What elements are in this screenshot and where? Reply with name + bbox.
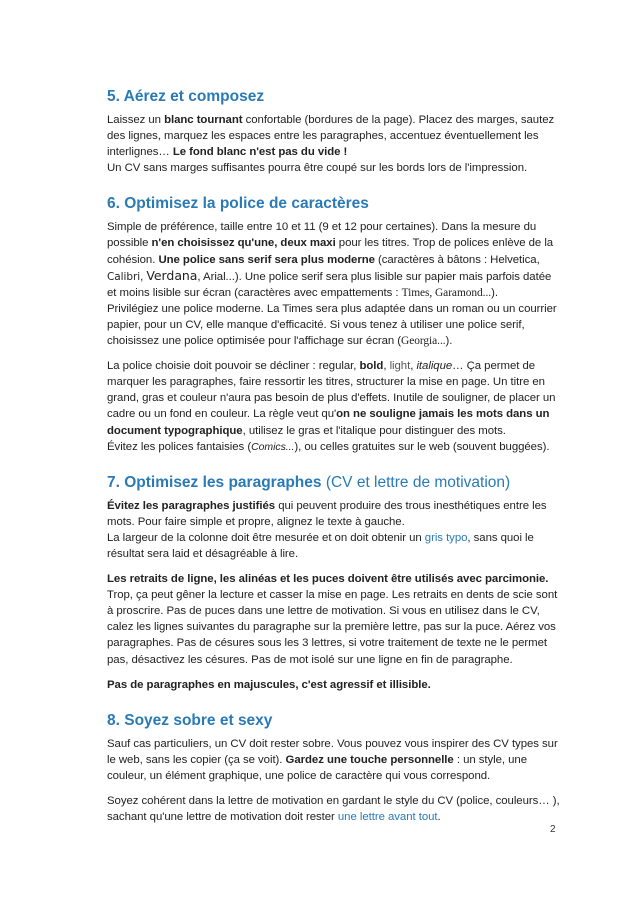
section-8-paragraph-1: Sauf cas particuliers, un CV doit rester sobre. Vous pouvez vous inspirer des CV types sur le web, sans les copier (ça se voit). Gardez une touche personnelle : un style, une couleur, un élément graphique, une police de caractère qui vous correspond. [107,737,558,782]
section-7-paragraph-1: Évitez les paragraphes justifiés qui peuvent produire des trous inesthétiques entre les mots. Pour faire simple et propre, alignez le texte à gauche. La largeur de la colonne doit être mesurée et on doit obtenir un gris typo, sans quoi le résultat sera laid et désagréable à lire. [107,499,547,560]
section-8-title: 8. Soyez sobre et sexy [107,711,273,729]
section-6-paragraph-2: Privilégiez une police moderne. La Times sera plus adaptée dans un roman ou un courrier papier, pour un CV, elle manque d'efficacité. Si vous tenez à utiliser une police serif, choisissez une police optimisée pour l'affichage sur écran (Georgia...). [107,302,557,348]
section-6-paragraph-1: Simple de préférence, taille entre 10 et 11 (9 et 12 pour certaines). Dans la mesure du possible n'en choisissez qu'une, deux maxi pour les titres. Trop de polices enlève de la cohésion. Une police sans serif sera plus moderne (caractères à bâtons : Helvetica, Calibri, Verdana, Arial...). Une police serif sera plus lisible sur papier mais parfois datée et moins lisible sur écran (caractères avec empattements : Times, Garamond...). [107,221,554,299]
section-7-paragraph-3: Pas de paragraphes en majuscules, c'est agressif et illisible. [107,678,431,691]
section-6-title: 6. Optimisez la police de caractères [107,195,369,213]
page-content [107,88,562,825]
section-7-paragraph-2: Les retraits de ligne, les alinéas et les puces doivent être utilisés avec parcimonie. Trop, ça peut gêner la lecture et casser la mise en page. Les retraits en dents de scie sont à proscrire. Pas de puces dans une lettre de motivation. Si vous en utilisez dans le CV, calez les lignes suivantes du paragraphe sur la première lettre, pas sur la puce. Aérez vos paragraphes. Pas de césures sous les 3 lettres, si votre traitement de texte ne le permet pas, désactivez les césures. Pas de mot isolé sur une ligne en fin de paragraphe. [107,573,558,666]
section-5-paragraph: Laissez un blanc tournant confortable (bordures de la page). Placez des marges, sautez des lignes, marquez les espaces entre les paragraphes, accentuez éventuellement les interlignes… Le fond blanc n'est pas du vide ! Un CV sans marges suffisantes pourra être coupé sur les bords lors de l'impression. [107,114,555,175]
lettre-avant-tout-link[interactable]: une lettre avant tout [337,811,438,824]
section-5-title: 5. Aérez et composez [107,88,265,105]
gris-typo-link[interactable]: gris typo [424,531,468,544]
section-7-title: 7. Optimisez les paragraphes (CV et lettre de motivation) [107,473,511,491]
page-number: 2 [550,824,556,835]
section-8-paragraph-2: Soyez cohérent dans la lettre de motivation en gardant le style du CV (police, couleurs… ), sachant qu'une lettre de motivation doit rester une lettre avant tout. [107,795,560,824]
section-6-paragraph-3: La police choisie doit pouvoir se décliner : regular, bold, light, italique… Ça permet de marquer les paragraphes, faire ressortir les titres, structurer la mise en page. Un titre en grand, gras et couleur n'aura pas besoin de plus d'effets. Inutile de souligner, de placer un cadre ou un fond en couleur. La règle veut qu'on ne souligne jamais les mots dans un document typographique, utilisez le gras et l'italique pour distinguer des mots. Évitez les polices fantaisies (Comics...), ou celles gratuites sur le web (souvent buggées). [107,360,556,453]
